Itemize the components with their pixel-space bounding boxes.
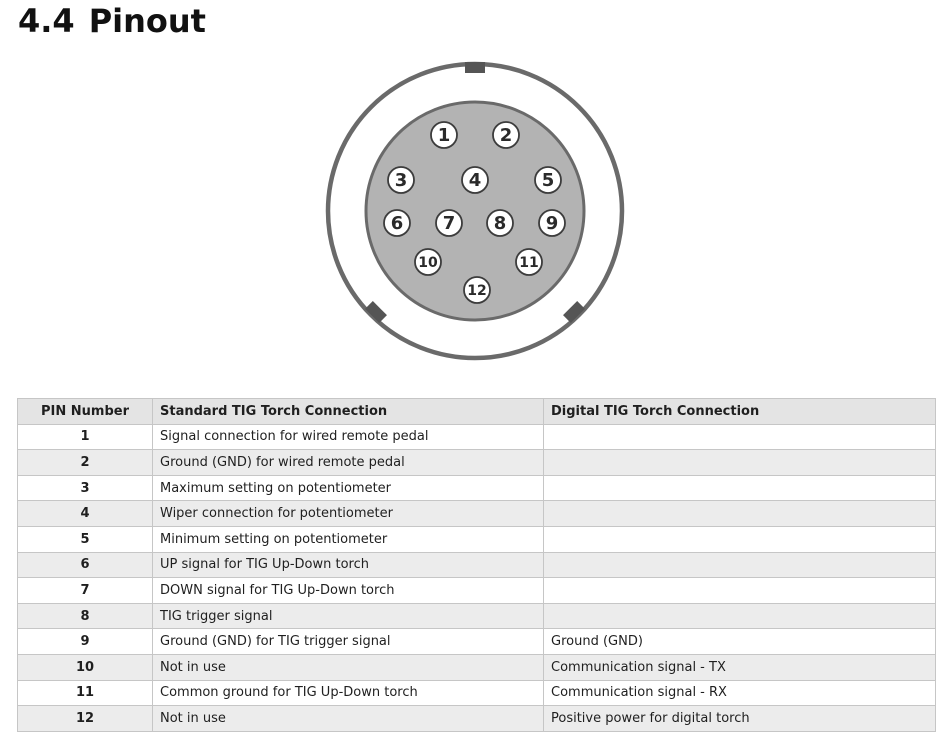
pin-7 (436, 210, 462, 236)
standard-connection-cell: Ground (GND) for TIG trigger signal (153, 629, 544, 655)
section-title: Pinout (88, 2, 206, 40)
pin-number-cell: 4 (18, 501, 153, 527)
pin-number-cell: 5 (18, 526, 153, 552)
pinout-table (17, 398, 936, 732)
header-standard-connection: Standard TIG Torch Connection (153, 399, 544, 425)
standard-connection-cell: DOWN signal for TIG Up-Down torch (153, 578, 544, 604)
pin-label: 12 (467, 283, 487, 299)
header-digital-connection: Digital TIG Torch Connection (544, 399, 936, 425)
digital-connection-cell: Positive power for digital torch (544, 706, 936, 732)
table-row (18, 501, 936, 527)
page-title (18, 0, 206, 42)
digital-connection-cell: Ground (GND) (544, 629, 936, 655)
pin-number-cell: 1 (18, 424, 153, 450)
pin-label: 4 (468, 170, 482, 191)
standard-connection-cell: Maximum setting on potentiometer (153, 475, 544, 501)
pin-11 (516, 249, 542, 275)
digital-connection-cell (544, 578, 936, 604)
digital-connection-cell (544, 450, 936, 476)
header-pin-number: PIN Number (18, 399, 153, 425)
table-row (18, 603, 936, 629)
pin-label: 6 (390, 213, 404, 234)
pin-number-cell: 3 (18, 475, 153, 501)
table-row (18, 629, 936, 655)
table-row (18, 526, 936, 552)
pin-3 (388, 167, 414, 193)
pin-label: 2 (499, 125, 513, 146)
connector-key-left (365, 301, 387, 323)
table-row (18, 680, 936, 706)
table-row (18, 578, 936, 604)
pin-number-cell: 12 (18, 706, 153, 732)
section-number: 4.4 (18, 2, 75, 40)
table-row (18, 424, 936, 450)
standard-connection-cell: Not in use (153, 706, 544, 732)
pin-label: 9 (545, 213, 559, 234)
pin-label: 11 (519, 255, 539, 271)
digital-connection-cell: Communication signal - TX (544, 654, 936, 680)
digital-connection-cell (544, 552, 936, 578)
table-row (18, 654, 936, 680)
pin-4 (462, 167, 488, 193)
table-row (18, 706, 936, 732)
table-row (18, 552, 936, 578)
connector-diagram (320, 56, 630, 366)
table-row (18, 475, 936, 501)
connector-key-top (465, 62, 485, 73)
pin-8 (487, 210, 513, 236)
standard-connection-cell: Common ground for TIG Up-Down torch (153, 680, 544, 706)
pin-5 (535, 167, 561, 193)
pin-label: 3 (394, 170, 408, 191)
pin-number-cell: 8 (18, 603, 153, 629)
pin-10 (415, 249, 441, 275)
pin-label: 8 (493, 213, 507, 234)
pin-number-cell: 9 (18, 629, 153, 655)
table-header-row (18, 399, 936, 425)
standard-connection-cell: TIG trigger signal (153, 603, 544, 629)
pin-2 (493, 122, 519, 148)
pin-1 (431, 122, 457, 148)
digital-connection-cell (544, 501, 936, 527)
standard-connection-cell: Ground (GND) for wired remote pedal (153, 450, 544, 476)
pin-6 (384, 210, 410, 236)
pin-number-cell: 7 (18, 578, 153, 604)
digital-connection-cell (544, 475, 936, 501)
pin-label: 1 (437, 125, 451, 146)
pin-number-cell: 2 (18, 450, 153, 476)
pin-label: 5 (541, 170, 555, 191)
standard-connection-cell: UP signal for TIG Up-Down torch (153, 552, 544, 578)
standard-connection-cell: Signal connection for wired remote pedal (153, 424, 544, 450)
standard-connection-cell: Wiper connection for potentiometer (153, 501, 544, 527)
pin-label: 7 (442, 213, 456, 234)
digital-connection-cell (544, 424, 936, 450)
standard-connection-cell: Not in use (153, 654, 544, 680)
digital-connection-cell: Communication signal - RX (544, 680, 936, 706)
pin-number-cell: 6 (18, 552, 153, 578)
pin-number-cell: 11 (18, 680, 153, 706)
pin-label: 10 (418, 255, 438, 271)
pin-12 (464, 277, 490, 303)
digital-connection-cell (544, 603, 936, 629)
connector-key-right (563, 301, 585, 323)
standard-connection-cell: Minimum setting on potentiometer (153, 526, 544, 552)
connector-svg (320, 56, 630, 366)
digital-connection-cell (544, 526, 936, 552)
table-row (18, 450, 936, 476)
pin-number-cell: 10 (18, 654, 153, 680)
pin-9 (539, 210, 565, 236)
